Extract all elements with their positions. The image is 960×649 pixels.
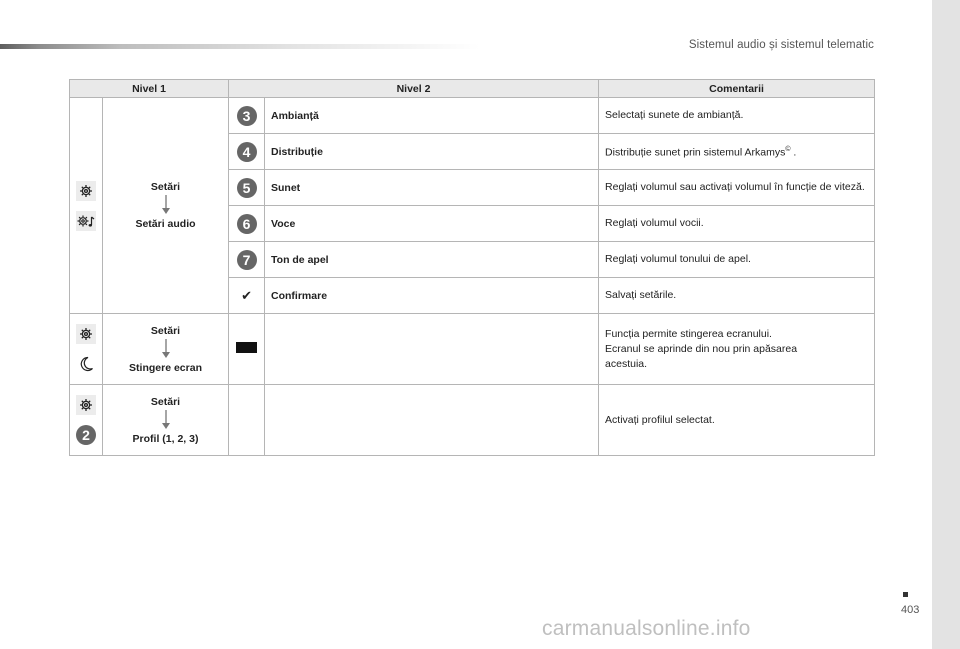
number-badge: 5 <box>237 178 257 198</box>
level1-label: Setări <box>150 395 181 408</box>
watermark: carmanualsonline.info <box>542 617 751 640</box>
setting-comment: Activați profilul selectat. <box>599 385 875 456</box>
setting-comment: Reglați volumul vocii. <box>599 206 875 242</box>
gear-icon <box>76 324 96 344</box>
number-badge: 2 <box>76 425 96 445</box>
number-badge: 7 <box>237 250 257 270</box>
setting-comment: Reglați volumul sau activați volumul în funcție de viteză. <box>599 170 875 206</box>
setting-name: Distribuție <box>265 134 599 170</box>
header-level2: Nivel 2 <box>229 80 599 98</box>
gear-music-note-icon <box>76 211 96 231</box>
audio-level1-cell <box>103 98 229 314</box>
gear-icon <box>76 181 96 201</box>
header-gradient-bar <box>0 44 480 49</box>
header-level1: Nivel 1 <box>70 80 229 98</box>
setting-name: Ton de apel <box>265 242 599 278</box>
screen-off-black-icon <box>236 342 257 353</box>
level1-sublabel: Stingere ecran <box>129 361 202 374</box>
setting-comment: Funcția permite stingerea ecranului. Ecranul se aprinde din nou prin apăsarea acestuia. <box>599 314 875 385</box>
gear-icon <box>76 395 96 415</box>
number-badge: 6 <box>237 214 257 234</box>
setting-comment: Salvați setările. <box>599 278 875 314</box>
setting-name-empty <box>265 314 599 385</box>
settings-table <box>69 79 875 456</box>
profile-icons-cell <box>70 385 103 456</box>
level1-label: Setări <box>150 181 181 193</box>
header-comments: Comentarii <box>599 80 875 98</box>
level1-label: Setări <box>150 324 181 337</box>
setting-name: Sunet <box>265 170 599 206</box>
empty-cell <box>229 385 265 456</box>
setting-comment: Reglați volumul tonului de apel. <box>599 242 875 278</box>
arrow-down-icon <box>161 195 171 216</box>
screen-off-icons-cell <box>70 314 103 385</box>
table-row <box>70 98 875 134</box>
audio-icons-cell <box>70 98 103 314</box>
table-row <box>70 385 875 456</box>
table-header-row <box>70 80 875 98</box>
level1-sublabel: Profil (1, 2, 3) <box>132 432 199 445</box>
setting-name: Ambianță <box>265 98 599 134</box>
screen-off-level1-cell <box>103 314 229 385</box>
checkmark-icon: ✔ <box>241 287 252 303</box>
arrow-down-icon <box>161 410 171 431</box>
profile-level1-cell <box>103 385 229 456</box>
setting-comment: Selectați sunete de ambianță. <box>599 98 875 134</box>
setting-name: Confirmare <box>265 278 599 314</box>
level1-sublabel: Setări audio <box>135 218 196 230</box>
side-strip <box>932 0 960 649</box>
setting-name: Voce <box>265 206 599 242</box>
page-number: 403 <box>901 604 920 616</box>
setting-name-empty <box>265 385 599 456</box>
table-row <box>70 314 875 385</box>
page-marker <box>903 592 908 597</box>
number-badge: 3 <box>237 106 257 126</box>
arrow-down-icon <box>161 339 171 360</box>
moon-icon <box>76 354 96 374</box>
page-header-title: Sistemul audio și sistemul telematic <box>688 39 874 51</box>
setting-comment: Distribuție sunet prin sistemul Arkamys© . <box>599 134 875 170</box>
number-badge: 4 <box>237 142 257 162</box>
